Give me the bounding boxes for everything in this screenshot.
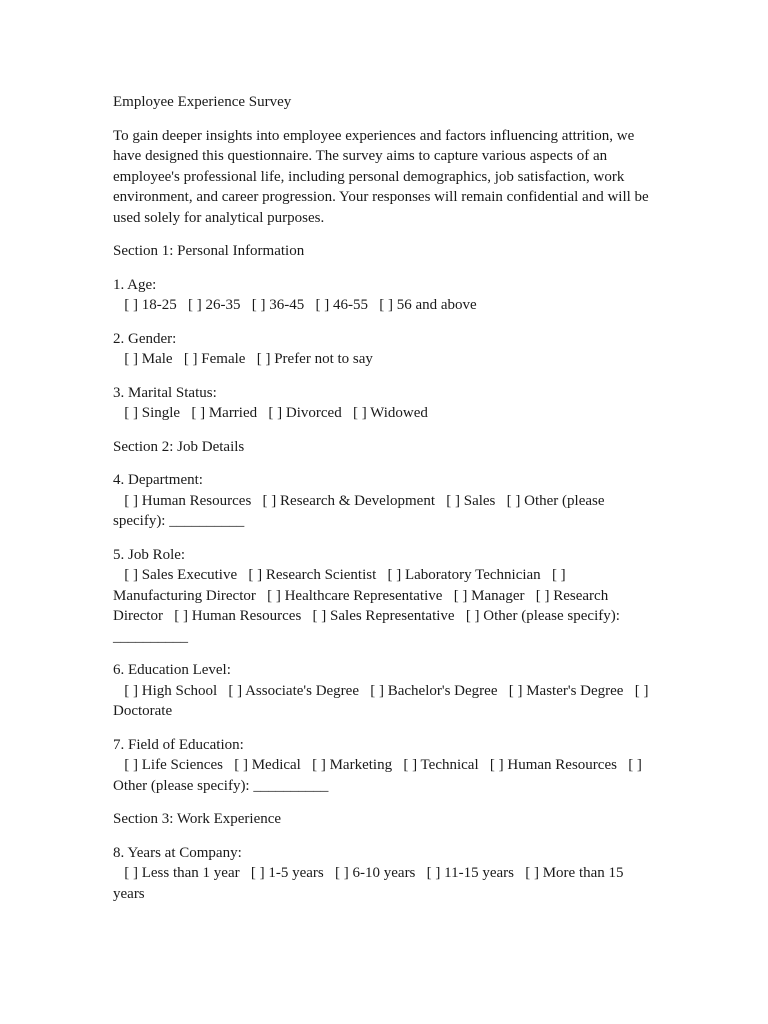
option-list bbox=[113, 491, 658, 532]
option-list bbox=[113, 755, 658, 796]
survey-document bbox=[113, 92, 658, 917]
checkbox-option[interactable]: [ ] Research Director bbox=[113, 587, 609, 624]
checkbox-option[interactable]: [ ] 11-15 years bbox=[426, 865, 514, 881]
checkbox-option[interactable]: [ ] Single bbox=[124, 405, 181, 421]
checkbox-option[interactable]: [ ] Research Scientist bbox=[248, 567, 377, 583]
checkbox-option[interactable]: [ ] Bachelor's Degree bbox=[370, 682, 498, 699]
question bbox=[113, 545, 658, 648]
checkbox-option[interactable]: [ ] Less than 1 year bbox=[124, 865, 240, 881]
question bbox=[113, 329, 658, 370]
checkbox-option[interactable]: [ ] Human Resources bbox=[489, 757, 617, 773]
checkbox-option[interactable]: [ ] Other (please specify): __________ bbox=[113, 608, 620, 645]
checkbox-option[interactable]: [ ] Human Resources bbox=[124, 492, 252, 509]
checkbox-option[interactable]: [ ] Research & Development bbox=[262, 492, 435, 509]
checkbox-option[interactable]: [ ] Medical bbox=[234, 757, 301, 773]
option-list bbox=[113, 349, 658, 370]
checkbox-option[interactable]: [ ] Manufacturing Director bbox=[113, 567, 566, 604]
checkbox-option[interactable]: [ ] Other (please specify): __________ bbox=[113, 757, 642, 794]
checkbox-option[interactable]: [ ] 56 and above bbox=[379, 297, 477, 313]
checkbox-option[interactable]: [ ] Associate's Degree bbox=[228, 682, 359, 699]
question bbox=[113, 735, 658, 797]
checkbox-option[interactable]: [ ] 6-10 years bbox=[335, 865, 416, 881]
checkbox-option[interactable]: [ ] Sales bbox=[446, 492, 496, 509]
checkbox-option[interactable]: [ ] 1-5 years bbox=[250, 865, 324, 881]
section-heading: Section 1: Personal Information bbox=[113, 243, 305, 259]
checkbox-option[interactable]: [ ] Healthcare Representative bbox=[267, 587, 443, 604]
checkbox-option[interactable]: [ ] Sales Representative bbox=[312, 608, 455, 624]
checkbox-option[interactable]: [ ] Prefer not to say bbox=[256, 351, 373, 367]
question-label: 5. Job Role: bbox=[113, 546, 186, 563]
checkbox-option[interactable]: [ ] Laboratory Technician bbox=[387, 567, 541, 583]
checkbox-option[interactable]: [ ] Marketing bbox=[312, 757, 393, 773]
survey-title: Employee Experience Survey bbox=[113, 94, 292, 110]
option-list bbox=[113, 863, 658, 904]
checkbox-option[interactable]: [ ] Life Sciences bbox=[124, 757, 223, 773]
question bbox=[113, 383, 658, 424]
checkbox-option[interactable]: [ ] Widowed bbox=[352, 405, 428, 421]
question-label: 2. Gender: bbox=[113, 330, 177, 347]
question-label: 7. Field of Education: bbox=[113, 736, 244, 753]
section-heading: Section 3: Work Experience bbox=[113, 811, 282, 827]
checkbox-option[interactable]: [ ] Human Resources bbox=[174, 608, 302, 624]
survey-intro: To gain deeper insights into employee experiences and factors influencing attrition, we have designed this questionnaire. The survey aims to capture various aspects of an employee's professional life, including personal demographics, job satisfaction, work environment, and career progression. Your responses will remain confidential and will be used solely for analytical purposes. bbox=[113, 127, 649, 226]
checkbox-option[interactable]: [ ] Manager bbox=[453, 587, 525, 604]
checkbox-option[interactable]: [ ] More than 15 years bbox=[113, 865, 624, 902]
option-list bbox=[113, 565, 658, 647]
checkbox-option[interactable]: [ ] Technical bbox=[403, 757, 479, 773]
checkbox-option[interactable]: [ ] 26-35 bbox=[188, 297, 241, 313]
checkbox-option[interactable]: [ ] 18-25 bbox=[124, 297, 177, 313]
question bbox=[113, 275, 658, 316]
question bbox=[113, 660, 658, 722]
option-list bbox=[113, 295, 658, 316]
checkbox-option[interactable]: [ ] Married bbox=[191, 405, 258, 421]
question-label: 4. Department: bbox=[113, 472, 203, 488]
survey-sections bbox=[113, 241, 658, 904]
question-label: 3. Marital Status: bbox=[113, 384, 217, 401]
checkbox-option[interactable]: [ ] Other (please specify): __________ bbox=[113, 492, 605, 529]
question-label: 1. Age: bbox=[113, 276, 157, 293]
section-heading: Section 2: Job Details bbox=[113, 438, 245, 455]
question-label: 6. Education Level: bbox=[113, 662, 231, 678]
checkbox-option[interactable]: [ ] Male bbox=[124, 351, 173, 367]
checkbox-option[interactable]: [ ] 36-45 bbox=[251, 297, 305, 313]
checkbox-option[interactable]: [ ] Divorced bbox=[268, 405, 342, 421]
option-list bbox=[113, 403, 658, 424]
option-list bbox=[113, 681, 658, 722]
question bbox=[113, 843, 658, 905]
checkbox-option[interactable]: [ ] Doctorate bbox=[113, 682, 649, 719]
checkbox-option[interactable]: [ ] 46-55 bbox=[315, 297, 368, 313]
checkbox-option[interactable]: [ ] Female bbox=[183, 351, 246, 367]
question bbox=[113, 470, 658, 532]
checkbox-option[interactable]: [ ] High School bbox=[124, 682, 218, 699]
checkbox-option[interactable]: [ ] Sales Executive bbox=[124, 567, 238, 583]
question-label: 8. Years at Company: bbox=[113, 844, 242, 861]
checkbox-option[interactable]: [ ] Master's Degree bbox=[508, 682, 624, 699]
